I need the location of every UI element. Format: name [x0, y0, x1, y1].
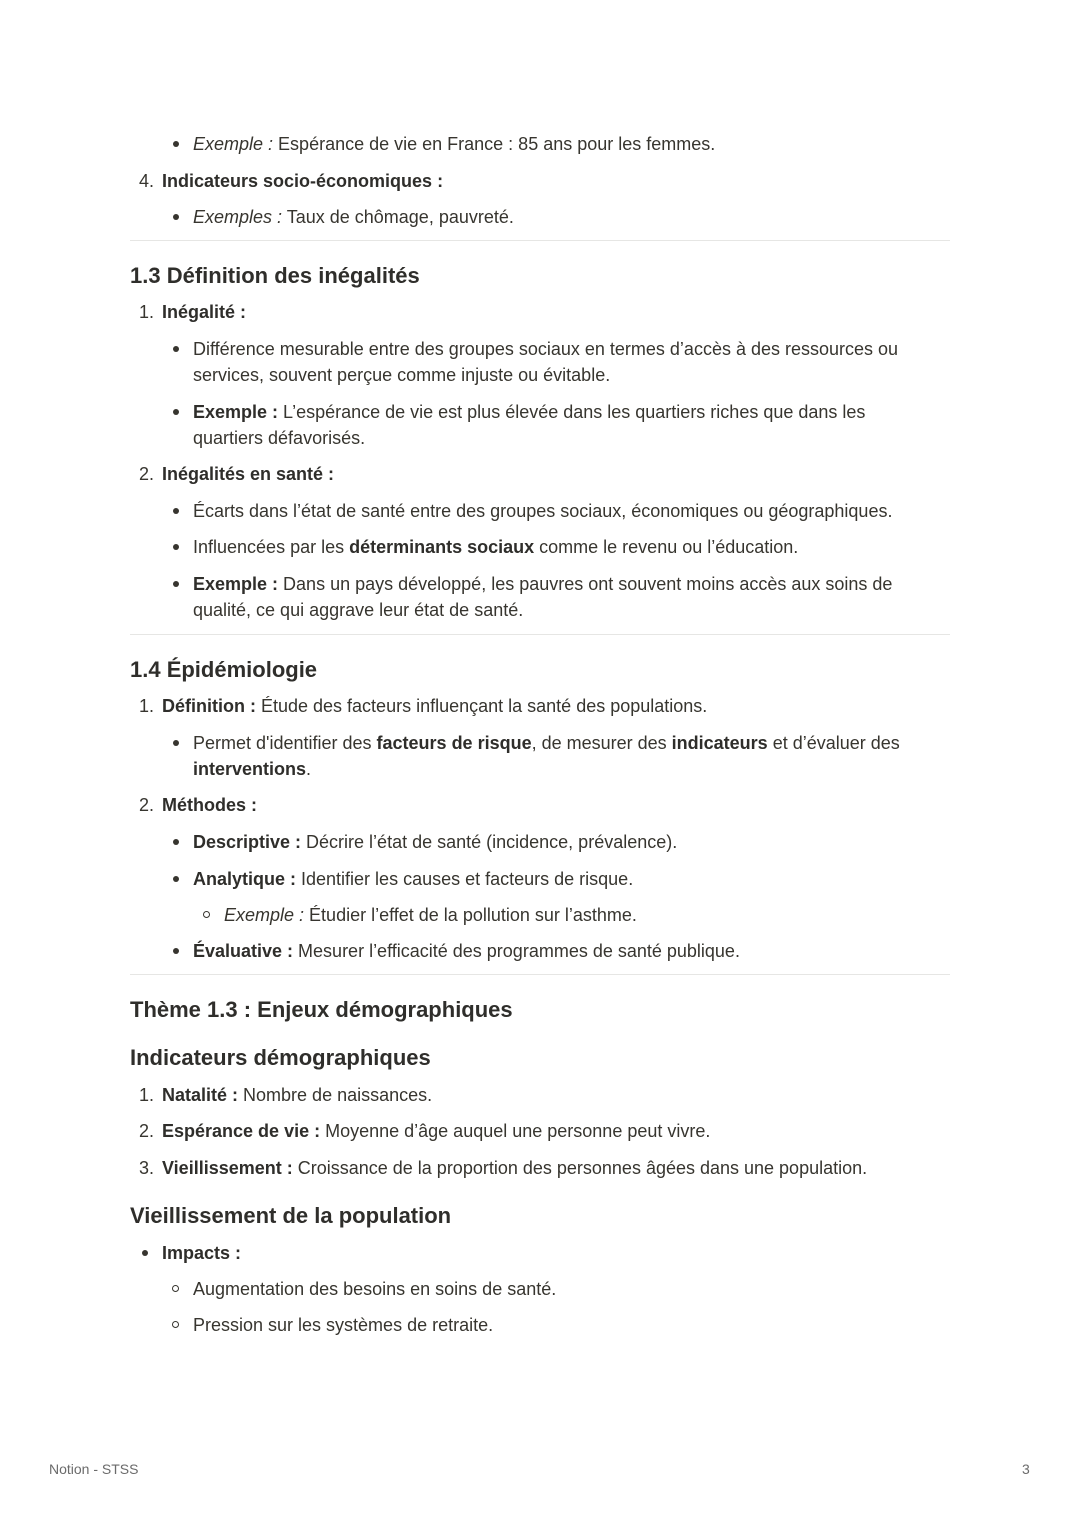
bullet-icon — [173, 876, 179, 882]
list-item — [193, 204, 514, 230]
item-text: L’espérance de vie est plus élevée dans les quartiers riches que dans les — [278, 402, 866, 422]
list-item — [162, 168, 443, 194]
item-text: Dans un pays développé, les pauvres ont souvent moins accès aux soins de — [278, 574, 893, 594]
list-item-continuation: services, souvent perçue comme injuste ou évitable. — [193, 365, 611, 385]
subsection-heading: Indicateurs démographiques — [130, 1045, 431, 1070]
sub-bullet-icon — [203, 911, 210, 918]
item-text: Identifier les causes et facteurs de risque. — [296, 869, 634, 889]
example-label: Exemple : — [224, 905, 305, 925]
item-label: Inégalité : — [162, 302, 247, 322]
list-item-continuation: quartiers défavorisés. — [193, 428, 366, 448]
bullet-icon — [173, 581, 179, 587]
bullet-icon — [173, 346, 179, 352]
item-label: Exemple : — [193, 574, 279, 594]
item-bold: indicateurs — [671, 733, 768, 753]
sub-bullet-icon — [172, 1321, 179, 1328]
bullet-icon — [173, 740, 179, 746]
list-item — [193, 730, 900, 756]
item-label: Natalité : — [162, 1085, 239, 1105]
example-label: Exemple : — [193, 134, 274, 154]
subsection-heading: Vieillissement de la population — [130, 1203, 452, 1228]
list-item — [162, 1155, 867, 1181]
divider — [130, 974, 950, 975]
list-number: 2. — [138, 464, 154, 484]
list-item — [193, 866, 633, 892]
item-text: Permet d'identifier des — [193, 733, 377, 753]
item-text: et d’évaluer des — [767, 733, 900, 753]
item-text: comme le revenu ou l’éducation. — [534, 537, 799, 557]
item-label: Méthodes : — [162, 795, 258, 815]
bullet-icon — [173, 214, 179, 220]
section-heading: 1.4 Épidémiologie — [130, 657, 318, 682]
item-label: Exemple : — [193, 402, 279, 422]
list-item — [162, 299, 246, 325]
list-item — [162, 461, 334, 487]
list-number: 1. — [138, 696, 154, 716]
list-item — [162, 1082, 432, 1108]
item-text: . — [306, 759, 312, 779]
list-item: Différence mesurable entre des groupes sociaux en termes d’accès à des ressources ou — [193, 339, 899, 359]
bullet-icon — [173, 508, 179, 514]
item-bold: interventions — [193, 759, 307, 779]
list-item — [193, 829, 677, 855]
theme-heading: Thème 1.3 : Enjeux démographiques — [130, 997, 513, 1022]
item-text: Nombre de naissances. — [238, 1085, 433, 1105]
list-item: Pression sur les systèmes de retraite. — [193, 1315, 494, 1335]
item-label: Vieillissement : — [162, 1158, 293, 1178]
item-text: , de mesurer des — [531, 733, 672, 753]
example-text: Taux de chômage, pauvreté. — [282, 207, 514, 227]
item-label: Descriptive : — [193, 832, 302, 852]
sub-bullet-icon — [172, 1285, 179, 1292]
footer-label: Notion - STSS — [49, 1461, 139, 1477]
item-label: Analytique : — [193, 869, 297, 889]
list-number: 4. — [138, 171, 154, 191]
divider — [130, 240, 950, 241]
bullet-icon — [173, 409, 179, 415]
list-item — [193, 534, 798, 560]
list-item — [193, 399, 865, 425]
item-text: Influencées par les — [193, 537, 350, 557]
list-item — [162, 1240, 241, 1266]
example-label: Exemples : — [193, 207, 283, 227]
item-text: Étude des facteurs influençant la santé des populations. — [255, 696, 708, 716]
list-number: 2. — [138, 795, 154, 815]
item-bold: déterminants sociaux — [349, 537, 535, 557]
item-text: Mesurer l’efficacité des programmes de santé publique. — [293, 941, 740, 961]
list-item: Écarts dans l’état de santé entre des groupes sociaux, économiques ou géographiques. — [193, 501, 893, 521]
list-item — [224, 902, 637, 928]
item-label: Définition : — [162, 696, 256, 716]
list-item — [193, 571, 892, 597]
list-number: 1. — [138, 302, 154, 322]
item-text: Moyenne d’âge auquel une personne peut vivre. — [320, 1121, 711, 1141]
item-bold: facteurs de risque — [376, 733, 532, 753]
item-label: Espérance de vie : — [162, 1121, 321, 1141]
bullet-icon — [173, 544, 179, 550]
example-text: Espérance de vie en France : 85 ans pour les femmes. — [273, 134, 716, 154]
bullet-icon — [173, 948, 179, 954]
list-number: 1. — [138, 1085, 154, 1105]
section-heading: 1.3 Définition des inégalités — [130, 263, 420, 288]
list-item — [162, 792, 257, 818]
divider — [130, 634, 950, 635]
item-label: Évaluative : — [193, 941, 294, 961]
item-label: Indicateurs socio-économiques : — [162, 171, 444, 191]
item-text: Décrire l’état de santé (incidence, prévalence). — [301, 832, 678, 852]
example-text: Étudier l’effet de la pollution sur l’asthme. — [304, 905, 637, 925]
item-text: Croissance de la proportion des personnes âgées dans une population. — [292, 1158, 868, 1178]
list-item — [162, 1118, 710, 1144]
bullet-icon — [142, 1250, 148, 1256]
list-item-continuation — [193, 756, 311, 782]
item-label: Inégalités en santé : — [162, 464, 335, 484]
list-item — [193, 131, 715, 157]
list-item — [162, 693, 707, 719]
bullet-icon — [173, 141, 179, 147]
list-item — [193, 938, 740, 964]
list-number: 2. — [138, 1121, 154, 1141]
list-item: Augmentation des besoins en soins de santé. — [193, 1279, 557, 1299]
bullet-icon — [173, 839, 179, 845]
item-label: Impacts : — [162, 1243, 242, 1263]
page-number: 3 — [1022, 1461, 1030, 1477]
list-item-continuation: qualité, ce qui aggrave leur état de santé. — [193, 600, 524, 620]
list-number: 3. — [138, 1158, 154, 1178]
